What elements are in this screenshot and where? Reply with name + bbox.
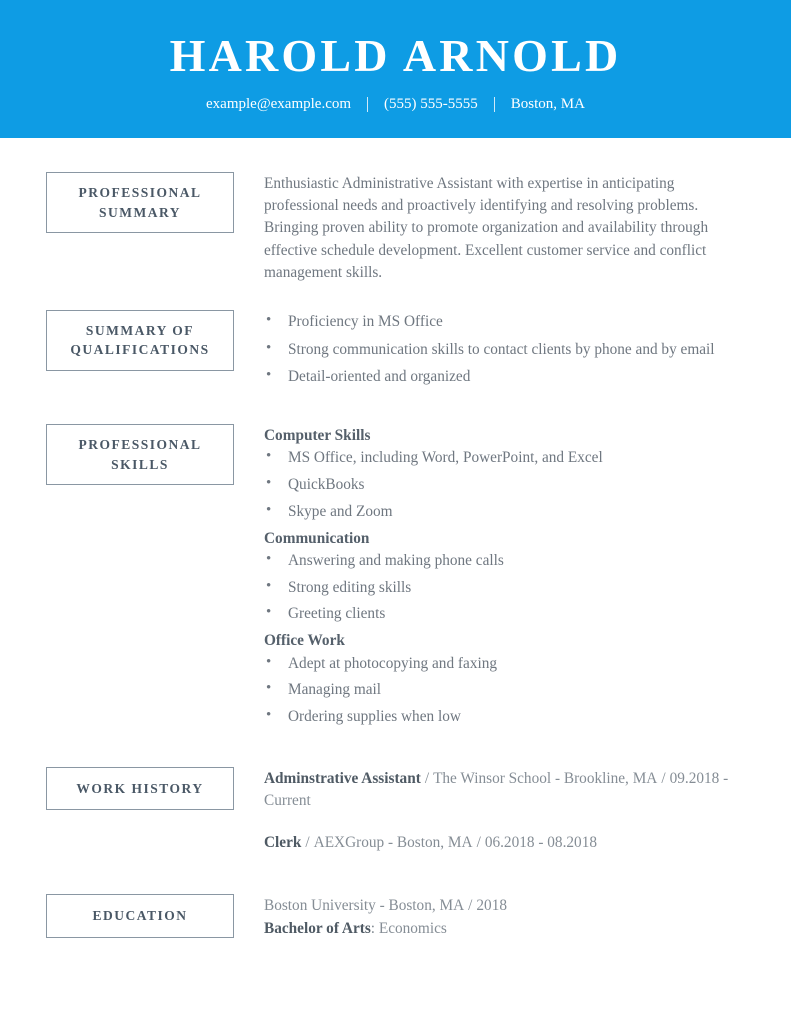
list-item: • Strong editing skills (264, 577, 739, 599)
job-separator: / (305, 834, 310, 852)
skill-group-title: Office Work (264, 632, 345, 650)
education-degree: Bachelor of Arts (264, 920, 371, 938)
list-item: • Greeting clients (264, 603, 739, 625)
section-label-professional-skills: PROFESSIONAL SKILLS (46, 424, 234, 485)
page-title: HAROLD ARNOLD (169, 30, 622, 82)
job-employer: The Winsor School - Brookline, MA (433, 769, 658, 787)
education-school-line (264, 895, 739, 918)
section-label-cell (46, 894, 236, 938)
skill-group-title: Communication (264, 529, 370, 547)
job-title: Clerk (264, 834, 302, 852)
section-content-professional-skills (236, 424, 739, 733)
section-label-summary-of-qualifications: SUMMARY OF QUALIFICATIONS (46, 310, 234, 371)
section-summary-of-qualifications (46, 310, 739, 394)
section-professional-skills (46, 424, 739, 733)
skill-group-list (264, 550, 739, 625)
professional-summary-text: Enthusiastic Administrative Assistant with expertise in anticipating professional needs and proactively identifying and resolving problems. Bringing proven ability to promote organization and availability through effective schedule development. Excellent customer service and conflict management skills. (264, 175, 709, 281)
education-year: 2018 (476, 897, 507, 915)
skill-group (264, 630, 739, 728)
job-title: Adminstrative Assistant (264, 769, 421, 787)
resume-header (0, 0, 791, 138)
section-content-professional-summary (236, 172, 739, 284)
skill-group-list (264, 447, 739, 522)
list-item: • Skype and Zoom (264, 501, 739, 523)
education-separator: / (468, 897, 473, 915)
contact-separator-icon (494, 97, 495, 112)
job-dates: 06.2018 - 08.2018 (484, 834, 597, 852)
resume-body (0, 138, 791, 941)
list-item: • Proficiency in MS Office (264, 311, 739, 333)
section-label-professional-summary: PROFESSIONAL SUMMARY (46, 172, 234, 233)
list-item: • MS Office, including Word, PowerPoint, and Excel (264, 447, 739, 469)
job-separator: / (476, 834, 481, 852)
education-school: Boston University - Boston, MA (264, 897, 465, 915)
qualifications-list (264, 311, 739, 388)
section-label-cell (46, 172, 236, 233)
section-label-cell (46, 767, 236, 811)
section-content-education (236, 894, 739, 941)
job-dates: 09.2018 - Current (264, 769, 729, 809)
contact-location: Boston, MA (510, 95, 585, 112)
skill-group-list (264, 653, 739, 728)
education-degree-line (264, 918, 739, 941)
list-item: • Ordering supplies when low (264, 706, 739, 728)
work-history-entry (264, 768, 739, 812)
contact-email[interactable]: example@example.com (206, 95, 352, 112)
section-label-cell (46, 424, 236, 485)
contact-phone[interactable]: (555) 555-5555 (384, 95, 478, 112)
list-item: • Detail-oriented and organized (264, 366, 739, 388)
job-employer: AEXGroup - Boston, MA (313, 834, 473, 852)
skill-group-title: Computer Skills (264, 427, 371, 445)
list-item: • QuickBooks (264, 474, 739, 496)
section-education (46, 894, 739, 941)
contact-separator-icon (367, 97, 368, 112)
education-degree-detail: : Economics (370, 920, 447, 938)
section-label-education: EDUCATION (46, 894, 234, 938)
list-item: • Answering and making phone calls (264, 550, 739, 572)
skill-group (264, 425, 739, 523)
job-separator: / (424, 769, 430, 787)
job-separator: / (661, 769, 666, 787)
section-work-history (46, 767, 739, 855)
section-professional-summary (46, 172, 739, 284)
list-item: • Managing mail (264, 679, 739, 701)
skill-group (264, 528, 739, 626)
section-label-work-history: WORK HISTORY (46, 767, 234, 811)
list-item: • Adept at photocopying and faxing (264, 653, 739, 675)
work-history-entry (264, 832, 739, 854)
section-content-summary-of-qualifications (236, 310, 739, 394)
list-item: • Strong communication skills to contact clients by phone and by email (264, 339, 739, 361)
section-content-work-history (236, 767, 739, 855)
contact-line (206, 97, 585, 112)
section-label-cell (46, 310, 236, 371)
